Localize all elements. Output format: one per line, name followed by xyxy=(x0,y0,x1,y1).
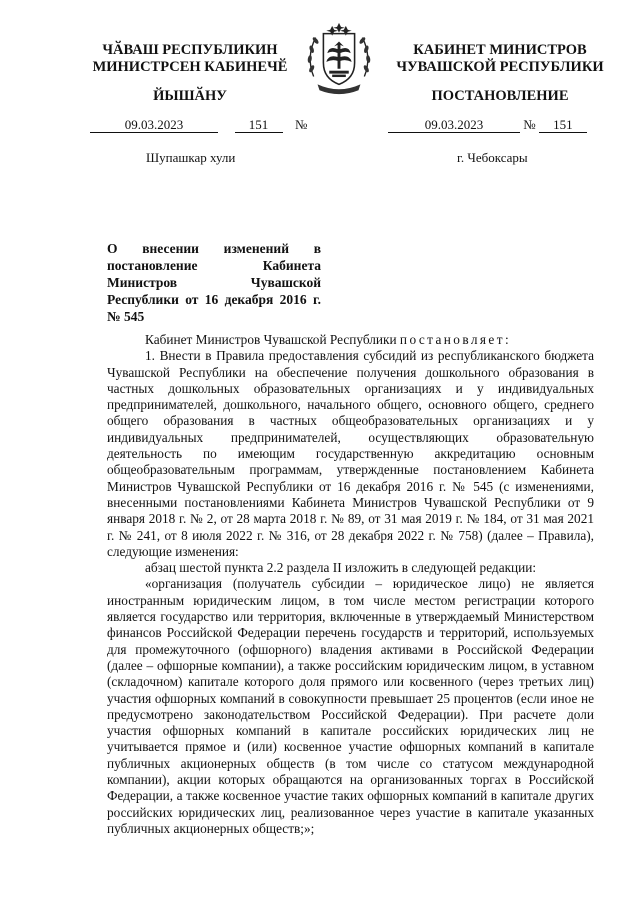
doc-number-line-left xyxy=(90,117,307,133)
document-body xyxy=(107,332,594,837)
doc-date-left: 09.03.2023 xyxy=(90,117,218,133)
doc-number-line-right xyxy=(388,117,587,133)
number-sign-left: № xyxy=(295,117,308,132)
doc-number-right: 151 xyxy=(539,117,587,133)
paragraph-2: абзац шестой пункта 2.2 раздела II изложить в следующей редакции: xyxy=(145,560,537,576)
org-name-russian-line1: КАБИНЕТ МИНИСТРОВ xyxy=(413,42,587,58)
org-name-russian xyxy=(380,42,620,76)
org-name-russian-line2: ЧУВАШСКОЙ РЕСПУБЛИКИ xyxy=(396,59,604,75)
paragraph-3: «организация (получатель субсидии – юридическое лицо) не является иностранным юридическим лицом, в том числе местом регистрации которого является государство или территория, включенные в утверждаемый Министерством финансов Российской Федерации перечень государств и территорий, используемых для промежуточного (офшорного) владения активами в Российской Федерации (далее – офшорные компании), а также российским юридическим лицом, в уставном (складочном) капитале которого доля прямого или косвенного (через третьих лиц) участия офшорных компаний в совокупности превышает 25 процентов (если иное не предусмотрено законодательством Российской Федерации). При расчете доли участия офшорных компаний в капитале российских юридических лиц не учитывается прямое и (или) косвенное участие офшорных компаний в капитале публичных акционерных обществ (в том числе со статусом международной компании), акции которых обращаются на организованных торгах в Российской Федерации, а также косвенное участие таких офшорных компаний в капитале других российских юридических лиц, реализованное через участие в капитале указанных публичных акционерных обществ;»; xyxy=(107,576,594,836)
document-subject: О внесении изменений в постановление Кабинета Министров Чувашской Республики от 16 декабря 2016 г. № 545 xyxy=(107,241,321,324)
city-russian: г. Чебоксары xyxy=(457,150,528,165)
doc-number-left: 151 xyxy=(235,117,283,133)
intro-paragraph: Кабинет Министров Чувашской Республики постановляет: xyxy=(145,332,509,347)
city-chuvash: Шупашкар хули xyxy=(146,150,236,165)
chuvash-republic-emblem-icon xyxy=(300,20,378,98)
org-name-chuvash-line1: ЧӐВАШ РЕСПУБЛИКИН xyxy=(102,42,278,58)
number-sign-right: № xyxy=(523,117,536,132)
org-name-chuvash xyxy=(60,42,320,76)
doc-kind-russian: ПОСТАНОВЛЕНИЕ xyxy=(431,88,569,104)
paragraph-1: 1. Внести в Правила предоставления субсидий из республиканского бюджета Чувашской Республики на обеспечение получения дошкольного образования в частных дошкольных образовательных организациях и у индивидуальных предпринимателей, дошкольного, начального общего, основного общего, среднего общего образования в частных общеобразовательных организациях и у индивидуальных предпринимателей, осуществляющих образовательную деятельность по имеющим государственную аккредитацию основным общеобразовательным программам, утвержденные постановлением Кабинета Министров Чувашской Республики от 16 декабря 2016 г. № 545 (с изменениями, внесенными постановлениями Кабинета Министров Чувашской Республики от 9 января 2018 г. № 2, от 28 марта 2018 г. № 89, от 31 мая 2019 г. № 184, от 31 мая 2021 г. № 241, от 8 июля 2022 г. № 316, от 28 декабря 2022 г. № 758) (далее – Правила), следующие изменения: xyxy=(107,348,594,559)
org-name-chuvash-line2: МИНИСТРСЕН КАБИНЕЧӖ xyxy=(92,59,288,75)
doc-kind-chuvash: ЙЫШӐНУ xyxy=(153,88,227,104)
doc-date-right: 09.03.2023 xyxy=(388,117,520,133)
